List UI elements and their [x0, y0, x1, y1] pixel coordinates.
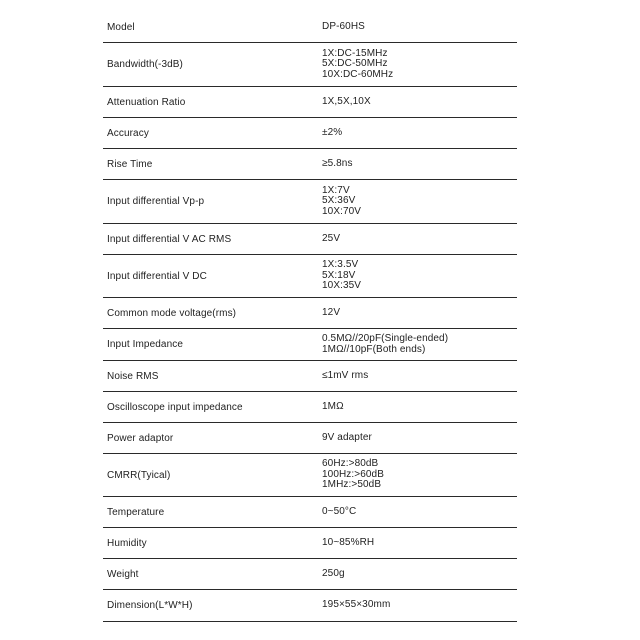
spec-value [322, 224, 340, 254]
spec-row-model [103, 12, 517, 43]
spec-row-humidity [103, 528, 517, 559]
spec-value-line: 1X:3.5V [322, 259, 359, 271]
spec-value [322, 43, 393, 86]
spec-value-line: 9V adapter [322, 431, 372, 443]
spec-value [322, 590, 390, 621]
spec-label: Rise Time [107, 158, 153, 170]
spec-label: Weight [107, 568, 139, 580]
spec-row-attenuation-ratio [103, 87, 517, 118]
spec-value-line: 10X:70V [322, 205, 362, 217]
spec-value [322, 87, 371, 117]
spec-label: Input Impedance [107, 339, 183, 350]
spec-value-line: 1MΩ//10pF(Both ends) [322, 343, 426, 355]
spec-label: Dimension(L*W*H) [107, 600, 193, 611]
spec-value-line: 1MHz:>50dB [322, 479, 382, 491]
spec-row-weight [103, 559, 517, 590]
spec-label: Temperature [107, 506, 165, 518]
spec-label: Noise RMS [107, 370, 159, 382]
spec-value-line: 100Hz:>60dB [322, 468, 384, 480]
spec-value-line: ≤1mV rms [322, 369, 369, 381]
spec-value-line: 0~50°C [322, 505, 357, 517]
spec-row-input-differential-vpp [103, 180, 517, 224]
spec-value [322, 298, 340, 328]
spec-label: Bandwidth(-3dB) [107, 59, 183, 70]
spec-label: CMRR(Tyical) [107, 469, 171, 481]
spec-label: Input differential V DC [107, 270, 207, 282]
spec-row-common-mode-voltage [103, 298, 517, 329]
spec-value-line: 1X:7V [322, 184, 350, 196]
spec-value [322, 454, 384, 496]
spec-value-line: 5X:DC-50MHz [322, 58, 388, 70]
spec-value [322, 361, 368, 391]
spec-value-line: 195×55×30mm [322, 599, 391, 611]
spec-row-dimension [103, 590, 517, 622]
spec-value-line: 250g [322, 567, 345, 579]
spec-label: Input differential Vp-p [107, 196, 205, 207]
spec-label: Input differential V AC RMS [107, 233, 232, 245]
spec-value [322, 12, 365, 42]
spec-label: Oscilloscope input impedance [107, 401, 243, 413]
spec-label: Power adaptor [107, 432, 174, 444]
spec-row-input-differential-v-ac-rms [103, 224, 517, 255]
spec-value-line: 5X:18V [322, 269, 356, 281]
spec-label: Accuracy [107, 127, 149, 139]
spec-value-line: 5X:36V [322, 195, 356, 207]
spec-value [322, 118, 342, 148]
spec-value-line: 10X:DC-60MHz [322, 68, 394, 80]
spec-label: Common mode voltage(rms) [107, 307, 237, 319]
spec-row-power-adaptor [103, 423, 517, 454]
spec-value-line: 10~85%RH [322, 536, 375, 548]
spec-row-oscilloscope-input-impedance [103, 392, 517, 423]
spec-row-accuracy [103, 118, 517, 149]
spec-row-bandwidth [103, 43, 517, 87]
spec-value [322, 392, 344, 422]
spec-value [322, 255, 361, 297]
spec-value-line: 60Hz:>80dB [322, 458, 379, 470]
spec-value-line: 1X:DC-15MHz [322, 47, 388, 59]
spec-row-cmrr [103, 454, 517, 497]
spec-value-line: 25V [322, 232, 341, 244]
spec-row-input-differential-v-dc [103, 255, 517, 298]
spec-value-line: 12V [322, 306, 341, 318]
spec-value-line: 1MΩ [322, 400, 344, 412]
spec-value-line: 10X:35V [322, 280, 362, 292]
spec-row-temperature [103, 497, 517, 528]
spec-value-line: 0.5MΩ//20pF(Single-ended) [322, 333, 449, 344]
spec-value [322, 497, 356, 527]
spec-value [322, 559, 345, 589]
spec-label: Model [107, 21, 135, 33]
spec-row-rise-time [103, 149, 517, 180]
spec-label: Humidity [107, 537, 147, 549]
spec-value [322, 423, 372, 453]
spec-value-line: DP-60HS [322, 20, 365, 32]
spec-value [322, 329, 448, 360]
spec-value [322, 149, 353, 179]
spec-value [322, 180, 361, 223]
spec-row-input-impedance [103, 329, 517, 361]
spec-value-line: ±2% [322, 126, 343, 138]
spec-value [322, 528, 374, 558]
spec-label: Attenuation Ratio [107, 96, 186, 108]
spec-value-line: 1X,5X,10X [322, 95, 371, 107]
spec-row-noise-rms [103, 361, 517, 392]
spec-value-line: ≥5.8ns [322, 157, 353, 169]
